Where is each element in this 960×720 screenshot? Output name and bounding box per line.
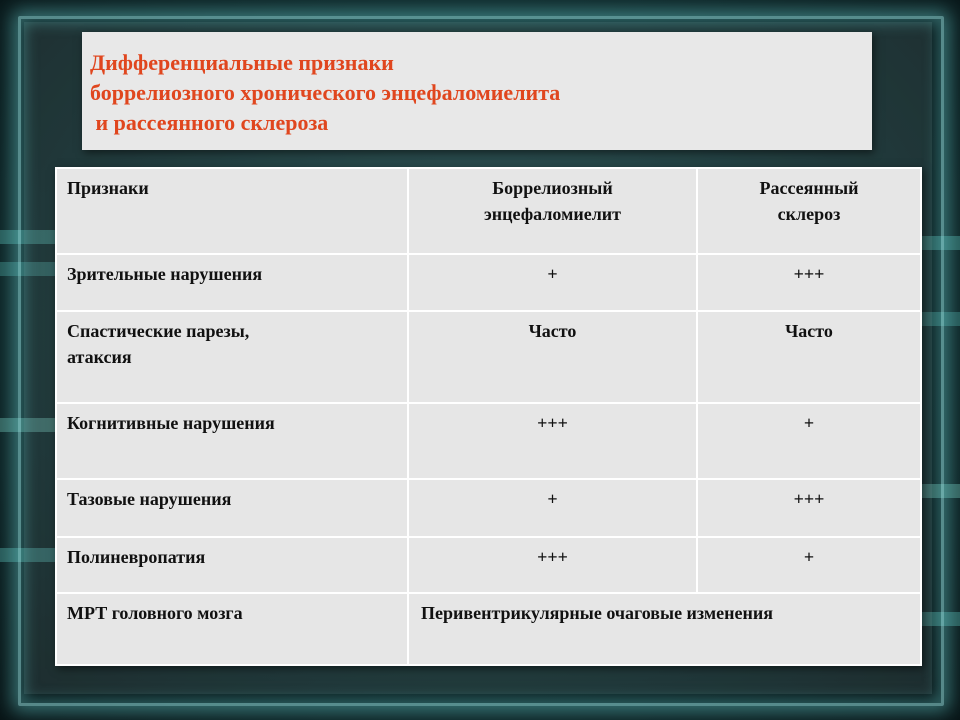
feature-label: Тазовые нарушения [67,489,232,509]
title-line-1: Дифференциальные признаки [90,50,394,75]
title-line-2: боррелиозного хронического энцефаломиелита [90,80,561,105]
header-features [56,168,408,254]
ms-cell: + [697,403,921,479]
feature-cell [56,537,408,593]
table-row [56,403,921,479]
title-line-3: и рассеянного склероза [90,110,329,135]
table-row [56,537,921,593]
borrelia-cell: +++ [408,537,697,593]
feature-label: МРТ головного мозга [67,603,243,623]
header-borrelia-line2: энцефаломиелит [483,204,622,224]
mri-combined-cell: Перивентрикулярные очаговые изменения [408,593,921,665]
header-ms [697,168,921,254]
feature-label: Спастические парезы, [67,321,250,341]
header-borrelia [408,168,697,254]
header-ms-line1: Рассеянный [759,178,859,198]
ms-cell: Часто [697,311,921,403]
feature-cell [56,254,408,311]
feature-cell [56,479,408,537]
ms-cell: + [697,537,921,593]
ms-cell: +++ [697,479,921,537]
feature-label-line2: атаксия [67,347,132,367]
borrelia-cell: + [408,254,697,311]
feature-cell [56,311,408,403]
feature-label: Полиневропатия [67,547,206,567]
feature-label: Зрительные нарушения [67,264,263,284]
feature-cell [56,403,408,479]
header-ms-line2: склероз [777,204,841,224]
borrelia-cell: + [408,479,697,537]
title-box [82,32,872,150]
borrelia-cell: +++ [408,403,697,479]
table-row-mri [56,593,921,665]
table-row [56,479,921,537]
table-header-row [56,168,921,254]
ms-cell: +++ [697,254,921,311]
header-features-label: Признаки [67,178,149,198]
feature-label: Когнитивные нарушения [67,413,275,433]
table-row [56,311,921,403]
comparison-table [55,167,922,666]
feature-cell [56,593,408,665]
borrelia-cell: Часто [408,311,697,403]
header-borrelia-line1: Боррелиозный [492,178,613,198]
table-row [56,254,921,311]
